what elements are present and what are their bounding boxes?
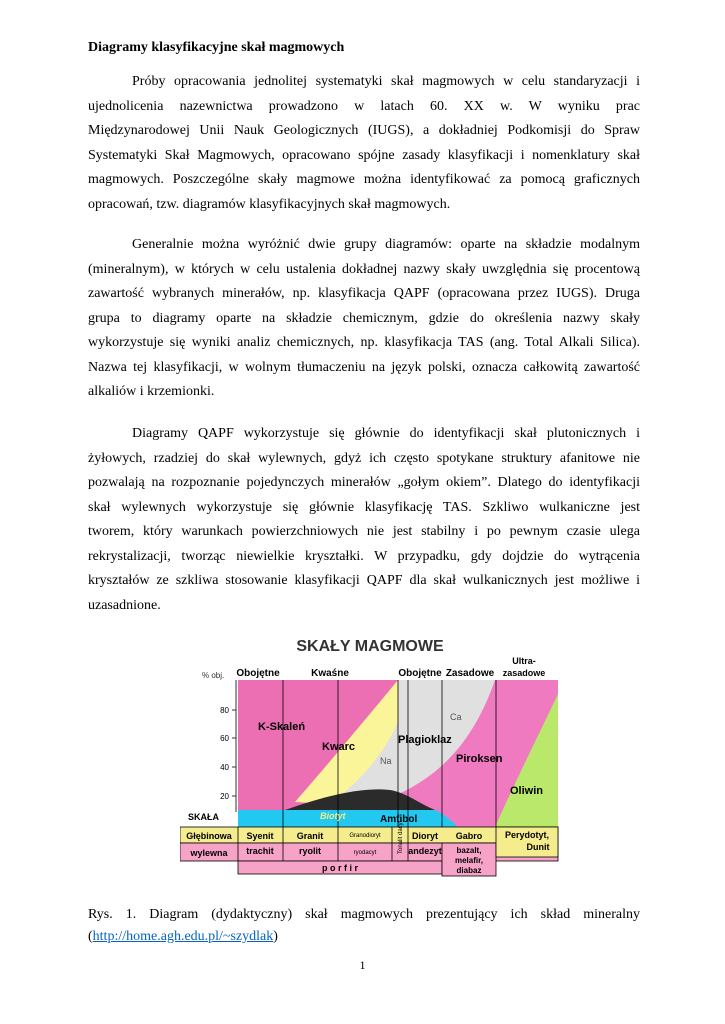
text-line: alkaliów i krzemionki. <box>88 384 215 399</box>
text-line: wykorzystuje się wyniki analiz chemicznych, np. klasyfikacja TAS (ang. Total Alkali Silica). <box>88 335 640 350</box>
text-line: uzasadnione. <box>88 597 161 613</box>
group-label: Obojętne <box>398 668 442 679</box>
page-number: 1 <box>359 958 366 972</box>
caption-close: ) <box>273 929 278 944</box>
text-line: Diagramy QAPF wykorzystuje się głównie do identyfikacji skał plutonicznych i <box>132 426 640 441</box>
text-line: rekrystalizacji, tworząc niewielkie kryształki. W przypadku, gdy dojdzie do wytrącenia <box>88 548 640 564</box>
section-title: Diagramy klasyfikacyjne skał magmowych <box>88 40 345 55</box>
rock-plutonic: Tonalit dacyt <box>398 820 404 854</box>
rock-plutonic: Dunit <box>526 842 550 852</box>
diagram-title: SKAŁY MAGMOWE <box>296 638 444 655</box>
mineral-label: Oliwin <box>510 785 543 797</box>
mineral-label: Plagioklaz <box>398 734 452 746</box>
text-line: Systematyki Skał Magmowych, opracowano spójne zasady klasyfikacji i nomenklatury skał <box>88 147 640 163</box>
text-line: (mineralnym), w których w celu ustalenia dokładnej nazwy skały uwzględnia się procentową <box>88 261 640 277</box>
text-line: Nazwa tej klasyfikacji, w wolnym tłumaczeniu na język polski, oznacza całkowitą zawartość <box>88 359 640 375</box>
tick-label: 80 <box>220 706 229 715</box>
mineral-label: Ca <box>450 712 462 722</box>
rock-volcanic: ryodacyt <box>353 850 377 856</box>
text-line: pozwalają na rozpoznanie pojedynczych minerałów „gołym okiem”. Dlatego do identyfikacji <box>88 475 640 490</box>
mineral-label: Kwarc <box>322 741 356 753</box>
paragraph-1 <box>88 70 640 217</box>
rock-plutonic: Granit <box>296 831 324 841</box>
axis-label: % obj. <box>202 671 225 680</box>
rock-volcanic: andezyt <box>408 846 442 856</box>
rock-plutonic: Perydotyt, <box>504 830 550 840</box>
text-line: Próby opracowania jednolitej systematyki skał magmowych w celu standaryzacji i <box>132 74 640 89</box>
mineral-label: Na <box>380 756 392 766</box>
text-line: żyłowych, rzadziej do skał wylewnych, gdyż ich często spotykane struktury afanitowe nie <box>88 450 640 466</box>
text-line: magmowych. Poszczególne skały magmowe można identyfikować za pomocą graficznych <box>88 172 640 187</box>
paragraph-3 <box>88 422 640 618</box>
group-label: Obojętne <box>236 668 280 679</box>
text-line: zawartość wybranych minerałów, np. klasyfikacja QAPF (opracowana przez IUGS). Druga <box>88 286 640 301</box>
figure-caption <box>88 904 640 948</box>
rock-plutonic: Granodioryt <box>349 833 381 839</box>
text-line: skał wylewnych wykorzystuje się głównie klasyfikację TAS. Szkliwo wulkaniczne jest <box>88 499 640 515</box>
group-label: zasadowe <box>502 668 546 678</box>
text-line: opracowań, tzw. diagramów klasyfikacyjnych skał magmowych. <box>88 196 451 212</box>
tick-label: 20 <box>220 792 229 801</box>
mineral-label: Piroksen <box>456 753 503 765</box>
group-label: Zasadowe <box>445 668 495 679</box>
group-label: Kwaśne <box>311 668 349 679</box>
row-label-volcanic: wylewna <box>190 848 228 858</box>
source-link[interactable]: http://home.agh.edu.pl/~szydlak <box>92 929 274 944</box>
rock-plutonic: Dioryt <box>411 831 439 841</box>
rock-volcanic: trachit <box>246 846 274 856</box>
text-line: Generalnie można wyróżnić dwie grupy diagramów: oparte na składzie modalnym <box>132 237 640 252</box>
porfir-label: p o r f i r <box>322 863 358 873</box>
rock-plutonic: Syenit <box>246 831 274 841</box>
tick-label: 40 <box>220 763 229 772</box>
tick-label: 60 <box>220 734 229 743</box>
paragraph-2 <box>88 233 640 405</box>
text-line: grupa to diagramy oparte na składzie chemicznym, gdzie do określenia nazwy skały <box>88 310 640 326</box>
amfibol-field <box>238 810 458 827</box>
rock-volcanic: diabaz <box>456 866 482 875</box>
rock-plutonic: Gabro <box>455 831 483 841</box>
text-line: tworem, który warunkach powierzchniowych nie jest stabilny i po pewnym czasie ulega <box>88 524 640 539</box>
igneous-rocks-diagram <box>180 632 560 878</box>
mineral-label: K-Skaleń <box>258 721 306 733</box>
text-line: ujednolicenia nazewnictwa prowadzono w latach 60. XX w. W wyniku prac <box>88 98 640 114</box>
mineral-label: Amfibol <box>380 814 418 825</box>
row-header: SKAŁA <box>188 812 219 822</box>
rock-volcanic: ryolit <box>298 846 322 856</box>
group-label: Ultra- <box>512 656 536 666</box>
caption-open: ( <box>88 929 93 944</box>
caption-text: Rys. 1. Diagram (dydaktyczny) skał magmowych prezentujący ich skład mineralny <box>88 907 640 922</box>
rock-volcanic: bazalt, <box>456 846 482 855</box>
rock-volcanic: melafir, <box>454 856 484 865</box>
mineral-label: Biotyt <box>320 811 346 821</box>
text-line: kryształów ze szkliwa stosowanie klasyfikacji QAPF dla skał wulkanicznych jest możliwe i <box>88 573 640 588</box>
row-label-plutonic: Głębinowa <box>186 831 232 841</box>
text-line: Międzynarodowej Unii Nauk Geologicznych (IUGS), a dokładniej Podkomisji do Spraw <box>88 123 640 138</box>
